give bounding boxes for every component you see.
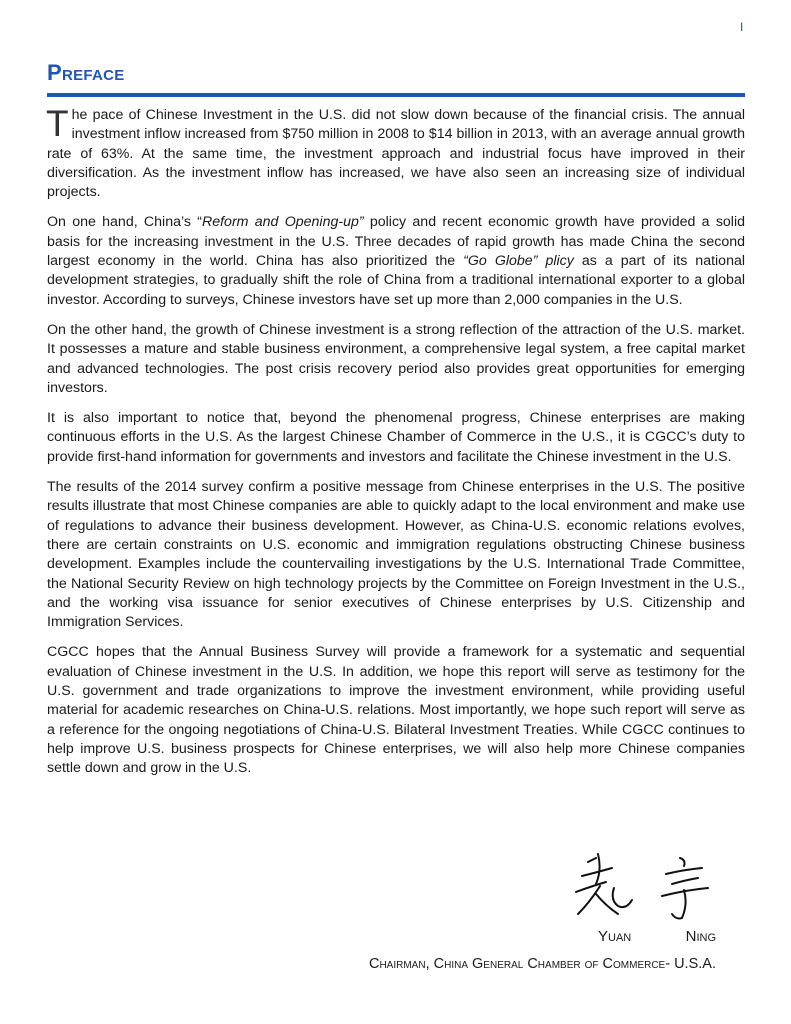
paragraph-2-text-c: as a part of its national development strategies, to gradually shift the role of China from a traditional international exporter to a global investor. According to surveys, Chinese investors have set up more than 2,000 companies in the U.S.	[47, 253, 746, 308]
signatory-name	[598, 928, 716, 945]
paragraph-1	[46, 103, 745, 202]
page-number: I	[740, 20, 744, 34]
preface-body	[46, 103, 746, 790]
paragraph-4: It is also important to notice that, beyond the phenomenal progress, Chinese enterprises are making continuous efforts in the U.S. As the largest Chinese Chamber of Commerce in the U.S., it is CGCC’s duty to provide first-hand information for governments and investors and facilitate the Chinese investment in the U.S.	[47, 410, 745, 465]
handwritten-signature	[556, 848, 736, 928]
paragraph-2-text-b: policy and recent economic growth have provided a solid basis for the increasing investment in the U.S. Three decades of rapid growth has made China the second largest economy in the world. China has also prioritized the	[47, 214, 745, 270]
paragraph-2	[47, 213, 745, 309]
signatory-title: Chairman, China General Chamber of Commerce- U.S.A.	[368, 956, 716, 972]
paragraph-3: On the other hand, the growth of Chinese investment is a strong reflection of the attraction of the U.S. market. It possesses a mature and stable business environment, a comprehensive legal system, a free capital market and advanced technologies. The post crisis recovery period also provides great opportunities for emerging investors.	[47, 321, 745, 396]
paragraph-5: The results of the 2014 survey confirm a positive message from Chinese enterprises in the U.S. The positive results illustrate that most Chinese companies are able to quickly adapt to the local environment and make use of regulations to advance their business development. However, as China-U.S. economic relations evolves, there are certain constraints on U.S. economic and immigration regulations obstructing Chinese business development. Examples include the countervailing investigations by the U.S. International Trade Committee, the National Security Review on high technology projects by the Committee on Foreign Investment in the U.S., and the working visa issuance for senior executives of Chinese enterprises by U.S. Citizenship and Immigration Services.	[47, 479, 745, 631]
signatory-first-name: Yuan	[598, 928, 632, 945]
title-rule	[47, 93, 745, 97]
page-title: Preface	[47, 60, 125, 85]
go-globe-emphasis: “Go Globe” plicy	[463, 253, 574, 270]
paragraph-1-text: he pace of Chinese Investment in the U.S. did not slow down because of the financial crisis. The annual investment inflow increased from $750 million in 2008 to $14 billion in 2013, with an average annual growth rate of 63%. At the same time, the investment approach and industrial focus have improved in their diversification. As the investment inflow has increased, we have also seen an increasing size of individual projects.	[47, 107, 745, 201]
paragraph-2-text-a: On one hand, China’s “	[47, 214, 202, 231]
drop-cap: T	[46, 103, 69, 144]
signatory-last-name: Ning	[685, 928, 716, 945]
reform-policy-emphasis: Reform and Opening-up”	[201, 214, 364, 231]
paragraph-6: CGCC hopes that the Annual Business Survey will provide a framework for a systematic and sequential evaluation of Chinese investment in the U.S. In addition, we hope this report will serve as testimony for the U.S. government and trade organizations to improve the investment environment, while providing useful material for academic researches on China-U.S. relations. Most importantly, we hope such report will serve as a reference for the ongoing negotiations of China-U.S. Bilateral Investment Treaties. While CGCC continues to help improve U.S. business prospects for Chinese enterprises, we will also help more Chinese companies settle down and grow in the U.S.	[47, 644, 745, 777]
